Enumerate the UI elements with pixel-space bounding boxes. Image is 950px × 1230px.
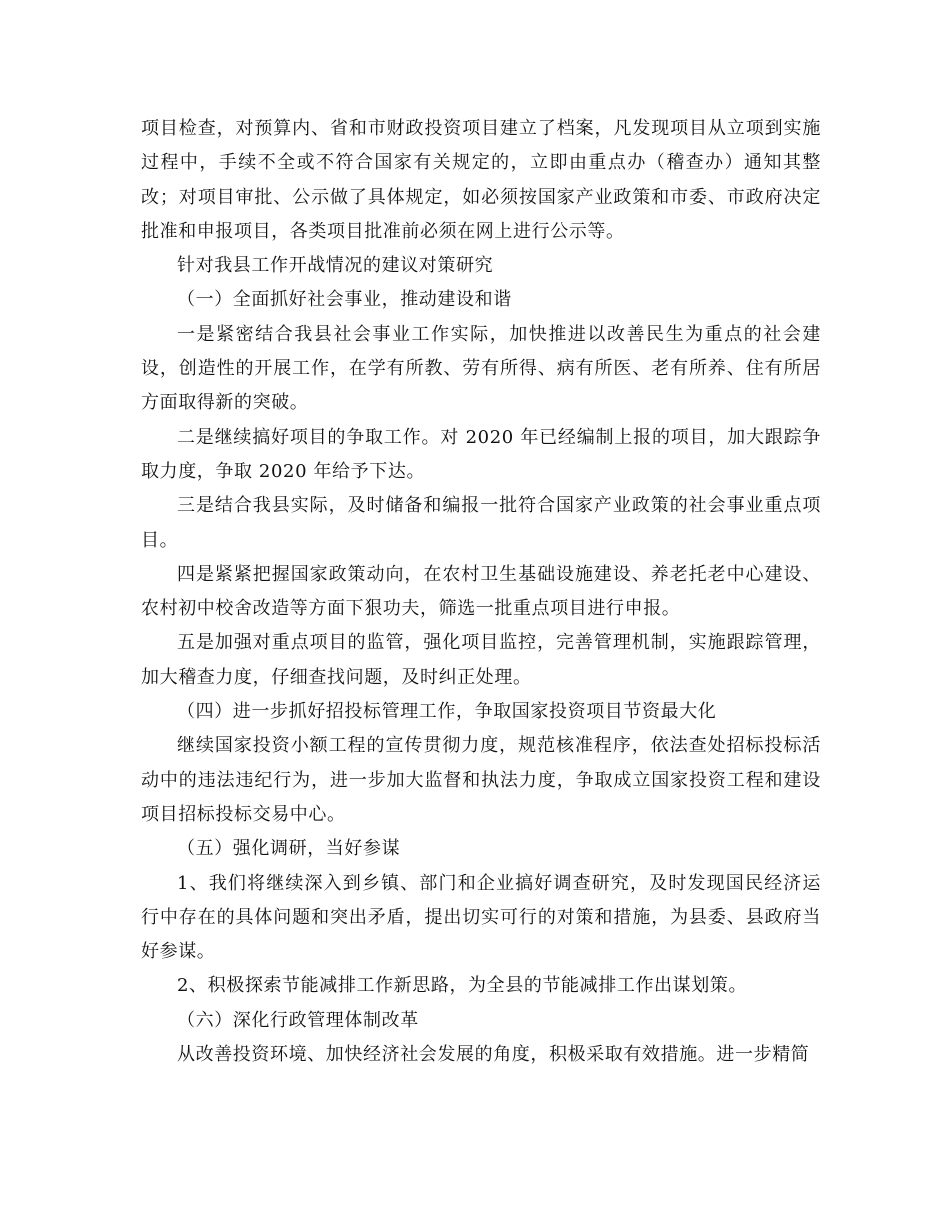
paragraph-item-1: 一是紧密结合我县社会事业工作实际，加快推进以改善民生为重点的社会建设，创造性的开展工作，在学有所教、劳有所得、病有所医、老有所养、住有所居方面取得新的突破。 <box>141 323 821 414</box>
paragraph-item-5: 五是加强对重点项目的监管，强化项目监控，完善管理机制，实施跟踪管理，加大稽查力度，仔细查找问题，及时纠正处理。 <box>141 632 821 688</box>
paragraph-item-4: 四是紧紧把握国家政策动向，在农村卫生基础设施建设、养老托老中心建设、农村初中校舍改造等方面下狠功夫，筛选一批重点项目进行申报。 <box>141 563 821 620</box>
section-heading-4: （四）进一步抓好招投标管理工作，争取国家投资项目节资最大化 <box>177 701 717 723</box>
paragraph-research-2: 2、积极探索节能减排工作新思路，为全县的节能减排工作出谋划策。 <box>177 975 748 997</box>
section-heading-5: （五）强化调研，当好参谋 <box>177 838 401 860</box>
paragraph-suggestions-intro: 针对我县工作开战情况的建议对策研究 <box>177 255 494 277</box>
document-body <box>141 112 821 1072</box>
paragraph-item-3: 三是结合我县实际，及时储备和编报一批符合国家产业政策的社会事业重点项目。 <box>141 495 821 551</box>
section-heading-6: （六）深化行政管理体制改革 <box>177 1009 419 1031</box>
paragraph-admin-reform: 从改善投资环境、加快经济社会发展的角度，积极采取有效措施。进一步精简 <box>177 1044 810 1066</box>
paragraph-project-inspection: 项目检查，对预算内、省和市财政投资项目建立了档案，凡发现项目从立项到实施过程中，手续不全或不符合国家有关规定的，立即由重点办（稽查办）通知其整改；对项目审批、公示做了具体规定，如必须按国家产业政策和市委、市政府决定批准和申报项目，各类项目批准前必须在网上进行公示等。 <box>141 118 821 242</box>
paragraph-bidding: 继续国家投资小额工程的宣传贯彻力度，规范核准程序，依法查处招标投标活动中的违法违纪行为，进一步加大监督和执法力度，争取成立国家投资工程和建设项目招标投标交易中心。 <box>141 735 821 825</box>
paragraph-item-2: 二是继续搞好项目的争取工作。对 2020 年已经编制上报的项目，加大跟踪争取力度，争取 2020 年给予下达。 <box>141 426 821 482</box>
paragraph-research-1: 1、我们将继续深入到乡镇、部门和企业搞好调查研究，及时发现国民经济运行中存在的具体问题和突出矛盾，提出切实可行的对策和措施，为县委、县政府当好参谋。 <box>141 872 821 963</box>
section-heading-1: （一）全面抓好社会事业，推动建设和谐 <box>177 289 512 311</box>
